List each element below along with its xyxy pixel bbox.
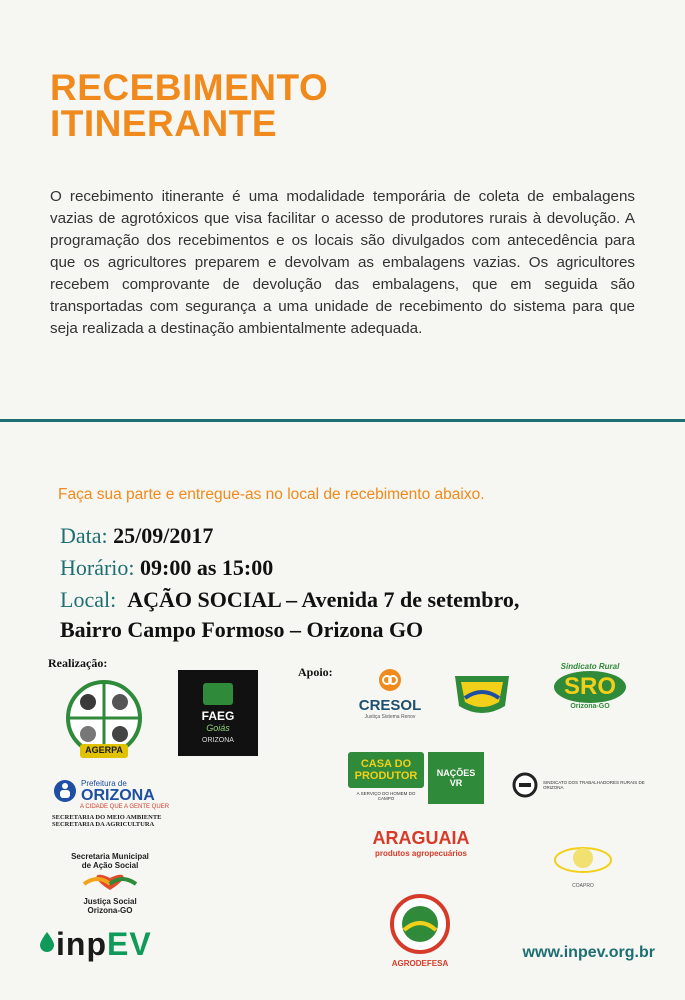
time-value: 09:00 as 15:00 bbox=[140, 555, 274, 580]
cresol-logo bbox=[350, 668, 430, 720]
faeg-name: FAEG bbox=[201, 708, 235, 723]
araguaia-logo bbox=[356, 828, 486, 858]
agerpa-text: AGERPA bbox=[85, 745, 123, 755]
sttr-text: SINDICATO DOS TRABALHADORES RURAIS DE ORIZONA bbox=[543, 780, 645, 790]
title-line-2: ITINERANTE bbox=[50, 103, 277, 144]
intro-paragraph: O recebimento itinerante é uma modalidade temporária de coleta de embalagens vazias de agrotóxicos que visa facilitar o acesso de produtores rurais à devolução. A programação dos recebimentos e os locais são divulgados com antecedência para que os agricultores preparem e devolvam as embalagens vazias. Os agricultores recebem comprovante de devolução das embalagens, que em seguida são transportadas com segurança a uma unidade de recebimento do sistema para que seja realizada a destinação ambientalmente adequada. bbox=[50, 188, 635, 337]
sindicato-name: SRO bbox=[554, 671, 626, 703]
date-label: Data: bbox=[60, 523, 108, 548]
cresol-symbol-icon bbox=[378, 668, 402, 692]
prefeitura-tagline: A CIDADE QUE A GENTE QUER bbox=[80, 804, 170, 810]
acao-social-logo bbox=[50, 852, 170, 915]
sttr-logo bbox=[512, 772, 653, 798]
time-label: Horário: bbox=[60, 555, 135, 580]
prefeitura-sec-agricultura: SECRETARIA DA AGRICULTURA bbox=[52, 821, 155, 828]
inpev-logo bbox=[56, 926, 152, 963]
araguaia-name: ARAGUAIA bbox=[372, 828, 470, 848]
event-place-2 bbox=[60, 617, 423, 643]
realizacao-label: Realização: bbox=[48, 656, 108, 670]
casa-produtor-sub: A SERVIÇO DO HOMEM DO CAMPO bbox=[356, 791, 416, 801]
prefeitura-name: ORIZONA bbox=[81, 787, 155, 804]
place-label: Local: bbox=[60, 587, 117, 612]
agerpa-logo bbox=[62, 678, 146, 762]
place-line-2: Bairro Campo Formoso – Orizona GO bbox=[60, 617, 424, 642]
website-link[interactable]: www.inpev.org.br bbox=[522, 944, 655, 961]
sindicato-top: Sindicato Rural bbox=[560, 662, 620, 671]
faeg-city: ORIZONA bbox=[202, 736, 234, 744]
faeg-leaf-icon bbox=[203, 683, 233, 705]
inpev-drop-icon bbox=[40, 932, 54, 957]
araguaia-sub: produtos agropecuários bbox=[374, 849, 467, 858]
call-to-action: Faça sua parte e entregue-as no local de recebimento abaixo. bbox=[58, 486, 485, 503]
event-place bbox=[60, 587, 519, 613]
sindicato-rural-logo bbox=[545, 662, 635, 710]
agrodefesa-logo bbox=[388, 894, 452, 968]
hands-heart-icon bbox=[80, 870, 140, 892]
sindicato-bottom: Orizona-GO bbox=[570, 703, 610, 710]
acao-social-line-4: Orizona-GO bbox=[87, 906, 133, 915]
coapro-symbol-icon bbox=[552, 842, 614, 878]
acao-social-line-3: Justiça Social bbox=[83, 897, 137, 906]
page-title bbox=[50, 67, 329, 144]
nacoes-sub: VR bbox=[449, 778, 463, 788]
faeg-sub: Goiás bbox=[206, 722, 230, 733]
inpev-logo-part-2: EV bbox=[106, 926, 152, 962]
nacoes-name: NAÇÕES bbox=[436, 768, 476, 778]
prefeitura-sec-meio-ambiente: SECRETARIA DO MEIO AMBIENTE bbox=[52, 814, 162, 821]
cresol-sub: Justiça Sistema Renov bbox=[364, 714, 416, 720]
coapro-name: COAPRO bbox=[572, 883, 594, 889]
faeg-logo bbox=[178, 670, 258, 756]
cresol-name: CRESOL bbox=[358, 697, 422, 714]
shield-badge-icon bbox=[451, 668, 513, 720]
nacoes-logo bbox=[428, 752, 484, 804]
agrodefesa-globe-icon bbox=[389, 894, 451, 954]
sttr-seal-icon bbox=[512, 772, 538, 798]
municipal-badge-logo bbox=[451, 668, 513, 725]
acao-social-line-1: Secretaria Municipal bbox=[71, 852, 149, 861]
casa-do-produtor-logo bbox=[348, 752, 424, 801]
prefeitura-people-icon bbox=[52, 778, 78, 804]
agrodefesa-name: AGRODEFESA bbox=[391, 959, 449, 968]
prefeitura-pre: Prefeitura de bbox=[81, 779, 127, 788]
section-divider bbox=[0, 419, 685, 422]
acao-social-line-2: de Ação Social bbox=[81, 861, 139, 870]
date-value: 25/09/2017 bbox=[113, 523, 214, 548]
prefeitura-logo bbox=[52, 778, 182, 828]
inpev-logo-part-1: inp bbox=[56, 926, 107, 962]
casa-produtor-name: CASA DO PRODUTOR bbox=[348, 752, 424, 788]
event-date bbox=[60, 523, 213, 549]
place-line-1: AÇÃO SOCIAL – Avenida 7 de setembro, bbox=[127, 587, 520, 612]
title-line-1: RECEBIMENTO bbox=[50, 67, 329, 108]
event-time bbox=[60, 555, 273, 581]
apoio-label: Apoio: bbox=[298, 665, 333, 679]
coapro-logo bbox=[548, 842, 618, 889]
